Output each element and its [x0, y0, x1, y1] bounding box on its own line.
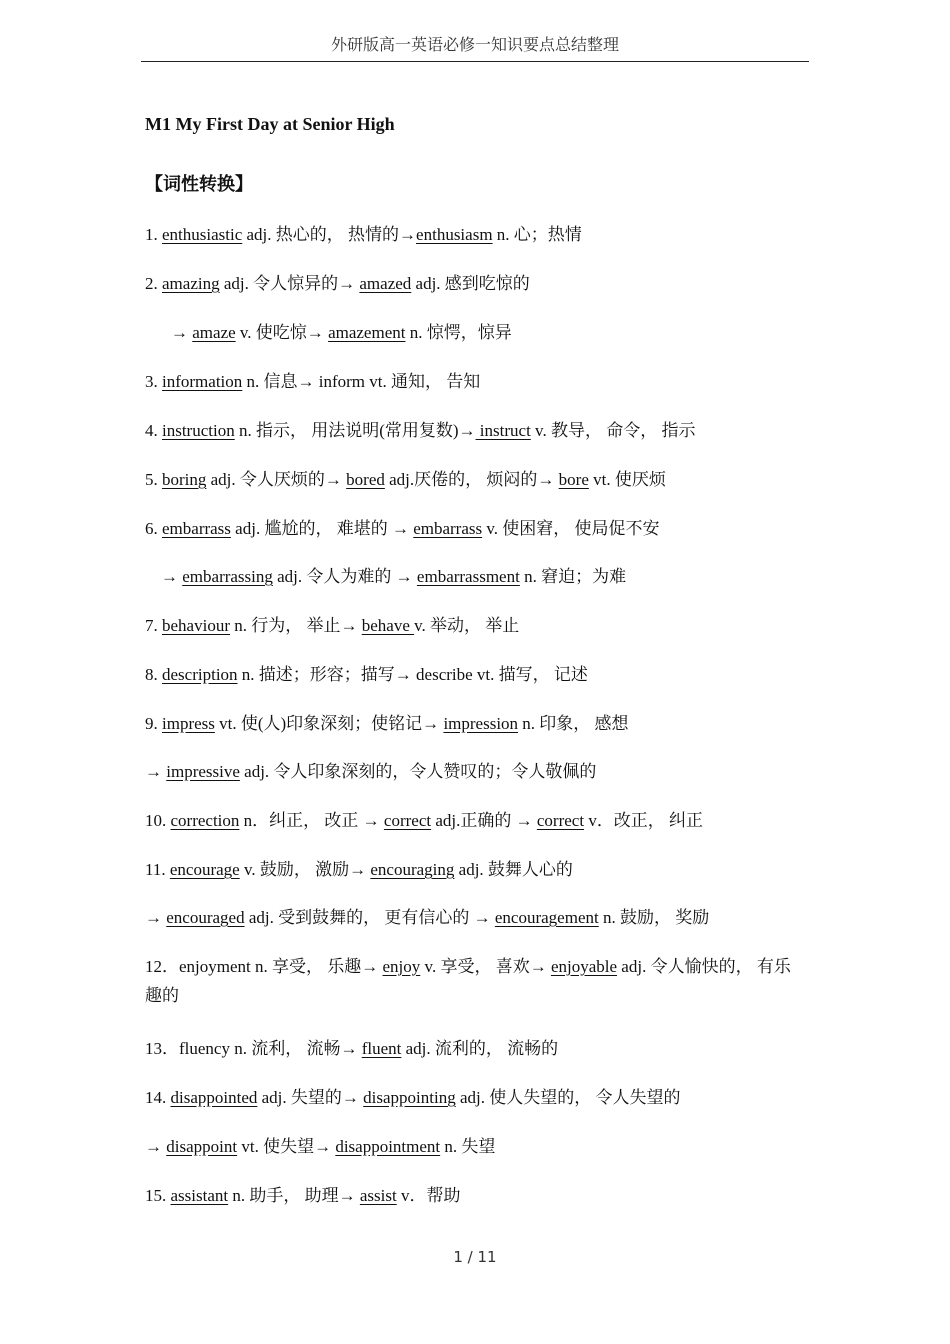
vocab-text: v. 享受， 喜欢→ [420, 957, 551, 976]
vocab-text: v. 使吃惊→ [235, 323, 329, 342]
vocab-text: adj. 令人愉快的， 有乐趣的 [145, 957, 791, 1005]
vocab-text: → [145, 908, 167, 927]
vocab-word: impressive [166, 762, 240, 781]
vocab-word: fluent [361, 1039, 402, 1058]
vocab-line [145, 611, 805, 641]
vocab-text: n. 指示， 用法说明(常用复数)→ [234, 421, 476, 440]
vocab-word: correct [536, 811, 585, 830]
vocab-line [145, 903, 805, 933]
vocab-text: vt. 使厌烦 [588, 470, 666, 489]
vocab-line [161, 562, 805, 592]
vocab-text: v．改正， 纠正 [584, 811, 704, 830]
vocab-text: adj. 令人为难的 → [272, 567, 417, 586]
vocab-word: encouraging [370, 860, 455, 879]
vocab-word: embarrassment [416, 567, 520, 586]
vocab-text: 7. [145, 616, 162, 635]
running-header: 外研版高一英语必修一知识要点总结整理 [330, 35, 619, 54]
vocab-word: description [162, 665, 238, 684]
vocab-text: adj. 令人印象深刻的，令人赞叹的；令人敬佩的 [239, 762, 597, 781]
vocab-word: encouragement [494, 908, 599, 927]
vocab-text: n. 心；热情 [492, 225, 582, 244]
vocab-text: 3. [145, 372, 162, 391]
vocab-text: vt. 使失望→ [237, 1137, 336, 1156]
vocab-text: adj. 令人厌烦的→ [206, 470, 347, 489]
vocab-word: amazing [162, 274, 220, 293]
vocab-word: instruction [162, 421, 235, 440]
vocab-word: encourage [169, 860, 240, 879]
vocab-text: n. 印象， 感想 [518, 714, 629, 733]
vocab-text: 14. [145, 1088, 171, 1107]
vocab-text: n. 行为， 举止→ [229, 616, 362, 635]
vocab-text: 11. [145, 860, 170, 879]
vocab-text: adj. 受到鼓舞的， 更有信心的 → [244, 908, 495, 927]
vocab-text: adj. 使人失望的， 令人失望的 [455, 1088, 681, 1107]
vocab-line [145, 220, 805, 250]
vocab-text: adj. 鼓舞人心的 [454, 860, 573, 879]
vocab-text: v. 教导， 命令， 指示 [530, 421, 696, 440]
vocab-line [145, 367, 805, 397]
vocab-word: amaze [192, 323, 236, 342]
vocab-line [145, 855, 805, 885]
vocab-word: boring [162, 470, 207, 489]
page-number: 1 / 11 [453, 1248, 497, 1266]
vocab-word: instruct [475, 421, 531, 440]
vocab-text: 8. [145, 665, 162, 684]
vocab-text: n．纠正， 改正 → [239, 811, 384, 830]
vocab-text: adj.厌倦的， 烦闷的→ [384, 470, 559, 489]
vocab-text: adj. 流利的， 流畅的 [401, 1039, 559, 1058]
vocab-text: → [171, 323, 193, 342]
vocab-word: embarrass [413, 519, 483, 538]
vocab-word: enthusiastic [162, 225, 243, 244]
vocab-word: correction [170, 811, 240, 830]
vocab-word: encouraged [166, 908, 245, 927]
vocab-text: 4. [145, 421, 162, 440]
vocab-word: bore [558, 470, 589, 489]
module-title: M1 My First Day at Senior High [145, 114, 395, 134]
vocab-text: n. 鼓励， 奖励 [598, 908, 710, 927]
vocab-text: 6. [145, 519, 162, 538]
vocab-word: bored [346, 470, 385, 489]
vocab-text: adj. 失望的→ [257, 1088, 364, 1107]
vocab-text: → [145, 1137, 167, 1156]
vocab-line [145, 514, 805, 544]
vocab-text: 12．enjoyment n. 享受， 乐趣→ [145, 957, 383, 976]
vocab-word: embarrass [162, 519, 231, 538]
vocab-word: disappointment [335, 1137, 441, 1156]
vocab-text: 2. [145, 274, 162, 293]
vocab-line [145, 1083, 805, 1113]
vocab-text: → [145, 762, 167, 781]
vocab-text: v. 鼓励， 激励→ [239, 860, 371, 879]
vocab-line [145, 416, 805, 446]
section-heading: 【词性转换】 [145, 174, 253, 195]
vocab-line [145, 757, 805, 787]
vocab-line [145, 952, 805, 1010]
vocab-text: 9. [145, 714, 162, 733]
vocab-text: adj.正确的 → [431, 811, 537, 830]
vocab-text: vt. 使(人)印象深刻；使铭记→ [214, 714, 444, 733]
vocab-word: behaviour [162, 616, 230, 635]
vocab-text: n. 惊愕，惊异 [405, 323, 512, 342]
header-divider [141, 61, 809, 62]
vocab-word: embarrassing [182, 567, 273, 586]
vocab-word: correct [383, 811, 432, 830]
vocab-word: enjoy [382, 957, 421, 976]
vocab-line [145, 806, 805, 836]
vocab-line [145, 1181, 805, 1211]
vocab-line [145, 1132, 805, 1162]
vocab-word: disappoint [166, 1137, 238, 1156]
vocab-text: → [161, 567, 183, 586]
vocab-text: adj. 感到吃惊的 [411, 274, 530, 293]
vocab-word: enjoyable [550, 957, 618, 976]
vocab-text: v．帮助 [396, 1186, 461, 1205]
vocab-word: behave [361, 616, 415, 635]
vocab-line [145, 1034, 805, 1064]
vocab-word: amazement [328, 323, 406, 342]
vocab-text: v. 举动， 举止 [414, 616, 520, 635]
vocab-line [171, 318, 805, 348]
vocab-word: assistant [170, 1186, 229, 1205]
vocab-word: impression [443, 714, 519, 733]
vocab-text: 10. [145, 811, 171, 830]
vocab-word: disappointed [170, 1088, 258, 1107]
vocab-line [145, 269, 805, 299]
vocab-text: n. 失望 [440, 1137, 496, 1156]
vocab-text: 1. [145, 225, 162, 244]
vocab-word: disappointing [363, 1088, 456, 1107]
vocab-line [145, 465, 805, 495]
vocab-text: v. 使困窘， 使局促不安 [482, 519, 660, 538]
vocab-text: adj. 热心的， 热情的→ [242, 225, 417, 244]
vocab-text: n. 信息→ inform vt. 通知， 告知 [242, 372, 481, 391]
vocab-word: assist [359, 1186, 397, 1205]
vocab-text: n. 窘迫；为难 [519, 567, 627, 586]
vocab-word: information [162, 372, 243, 391]
vocab-text: n. 描述；形容；描写→ describe vt. 描写， 记述 [237, 665, 588, 684]
vocab-text: adj. 尴尬的， 难堪的 → [230, 519, 414, 538]
vocab-text: n. 助手， 助理→ [228, 1186, 360, 1205]
vocab-text: 15. [145, 1186, 171, 1205]
vocab-text: 13．fluency n. 流利， 流畅→ [145, 1039, 362, 1058]
vocab-line [145, 709, 805, 739]
vocab-word: amazed [359, 274, 412, 293]
vocab-line [145, 660, 805, 690]
vocab-word: enthusiasm [416, 225, 493, 244]
vocab-text: 5. [145, 470, 162, 489]
vocab-text: adj. 令人惊异的→ [219, 274, 360, 293]
vocab-word: impress [162, 714, 215, 733]
